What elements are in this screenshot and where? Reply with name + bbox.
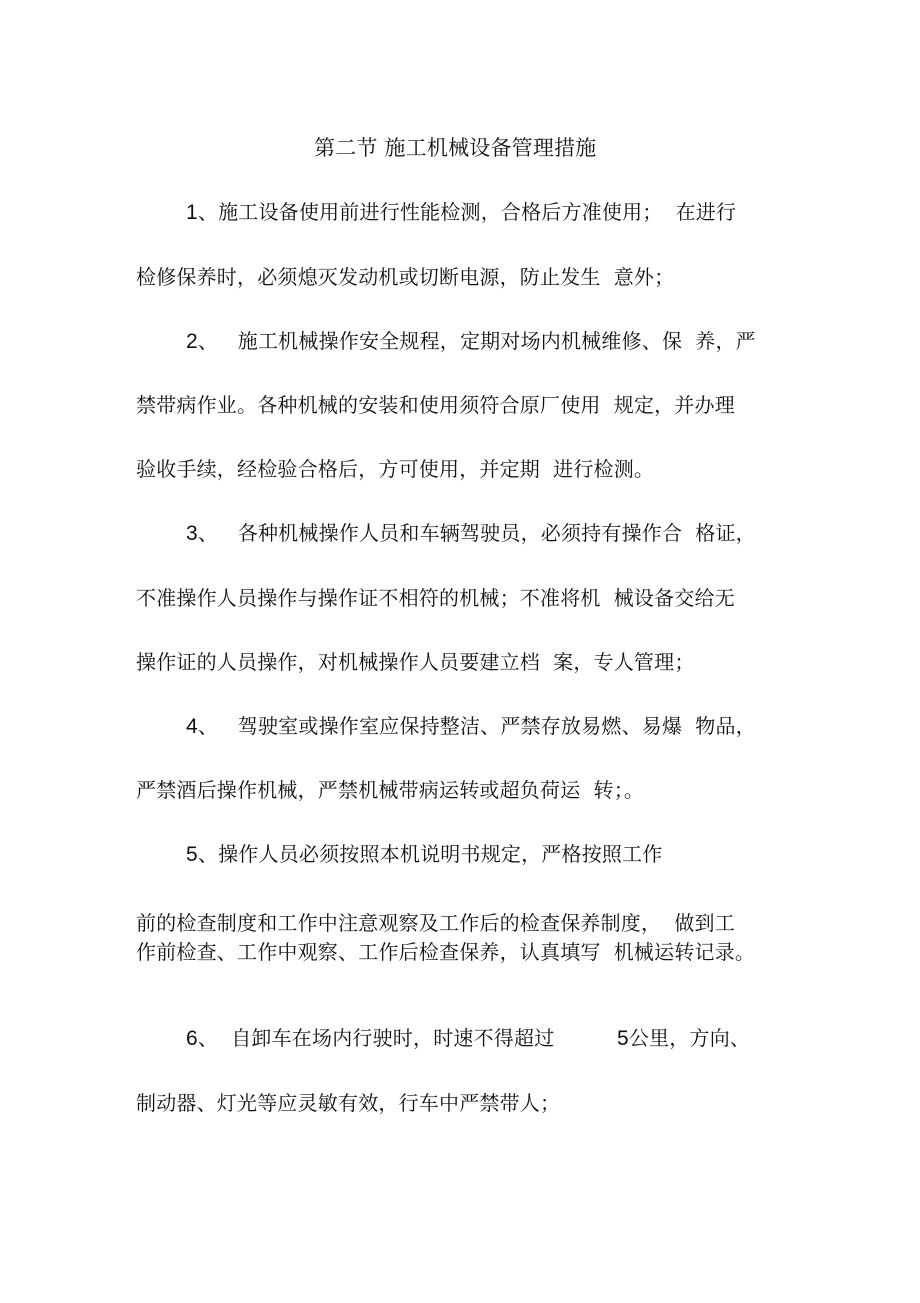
list-item-6-speed-segment (617, 1026, 750, 1051)
item-number: 1 (186, 201, 198, 224)
list-item-4-first-line (186, 714, 756, 739)
list-item-5-line: 作前检查、工作中观察、工作后检查保养，认真填写 机械运转记录。 (136, 940, 756, 964)
list-item-2-line: 禁带病作业。各种机械的安装和使用须符合原厂使用 规定，并办理 (136, 393, 735, 417)
item-text: 、 各种机械操作人员和车辆驾驶员，必须持有操作合 格证， (197, 521, 756, 545)
item-text: 、 驾驶室或操作室应保持整洁、严禁存放易燃、易爆 物品， (197, 714, 756, 738)
list-item-3-line: 操作证的人员操作，对机械操作人员要建立档 案，专人管理； (136, 650, 695, 674)
item-number: 2 (186, 330, 198, 353)
list-item-2-first-line (186, 329, 756, 354)
item-text: 、 施工机械操作安全规程，定期对场内机械维修、保 养，严 (197, 329, 756, 353)
list-item-6-line: 制动器、灯光等应灵敏有效，行车中严禁带人； (136, 1091, 561, 1115)
speed-value: 5 (617, 1027, 629, 1050)
speed-tail-text: 公里，方向、 (628, 1026, 751, 1050)
list-item-3-first-line (186, 521, 756, 546)
item-text: 、操作人员必须按照本机说明书规定，严格按照工作 (197, 842, 663, 866)
list-item-2-line: 验收手续，经检验合格后，方可使用，并定期 进行检测。 (136, 457, 655, 481)
list-item-3-line: 不准操作人员操作与操作证不相符的机械；不准将机 械设备交给无 (136, 586, 735, 610)
list-item-6-first-line (186, 1026, 554, 1051)
list-item-5-first-line (186, 842, 663, 867)
item-number: 3 (186, 522, 198, 545)
section-title: 第二节 施工机械设备管理措施 (314, 136, 597, 160)
item-number: 6 (186, 1027, 198, 1050)
list-item-1-first-line (186, 200, 736, 225)
list-item-5-line: 前的检查制度和工作中注意观察及工作后的检查保养制度， 做到工 (136, 911, 735, 935)
list-item-1-line: 检修保养时，必须熄灭发动机或切断电源，防止发生 意外； (136, 265, 675, 289)
list-item-4-line: 严禁酒后操作机械，严禁机械带病运转或超负荷运 转；。 (136, 778, 645, 802)
item-text: 、施工设备使用前进行性能检测，合格后方准使用； 在进行 (197, 200, 737, 224)
item-number: 4 (186, 715, 198, 738)
item-text: 、 自卸车在场内行驶时，时速不得超过 (197, 1026, 555, 1050)
item-number: 5 (186, 843, 198, 866)
